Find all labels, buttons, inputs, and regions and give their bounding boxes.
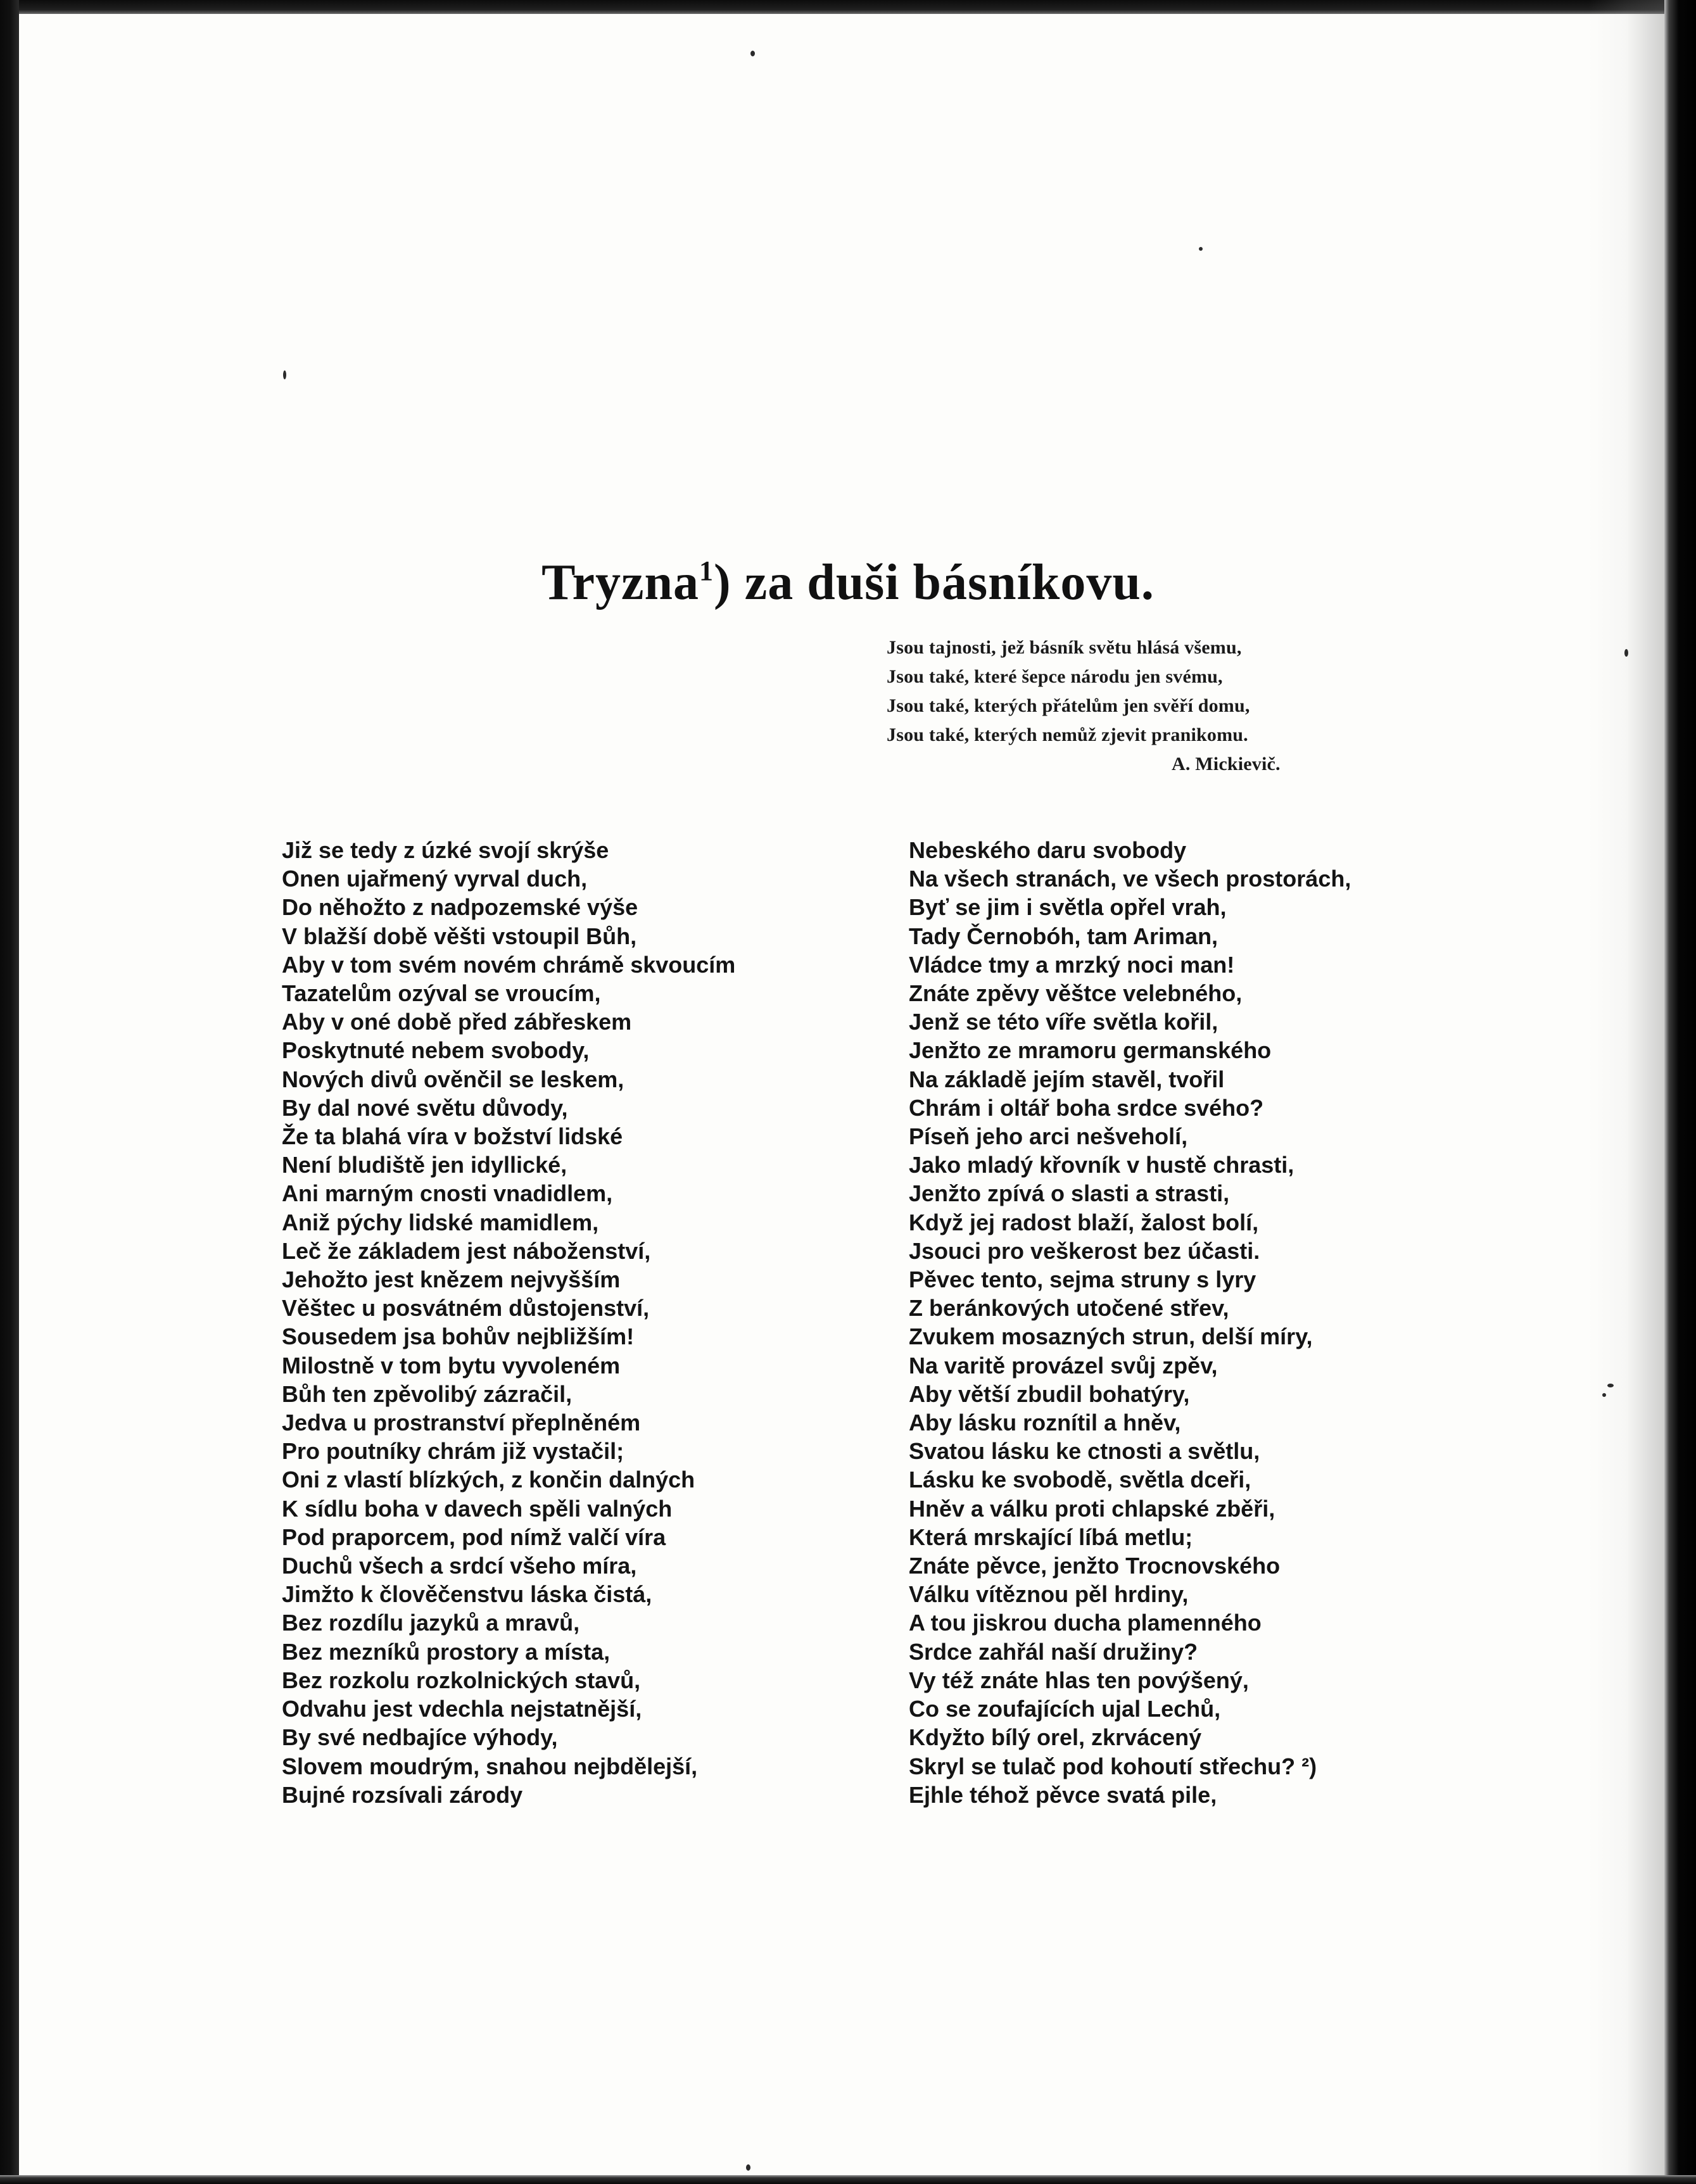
verse-line: Jenžto ze mramoru germanského	[909, 1037, 1272, 1064]
verse-line: Bez rozkolu rozkolnických stavů,	[282, 1667, 641, 1693]
verse-line: Poskytnuté nebem svobody,	[282, 1037, 590, 1064]
verse-line: Pod praporcem, pod nímž valčí víra	[282, 1524, 666, 1550]
epigraph-line: Jsou také, kterých přátelům jen svěří domu,	[887, 695, 1250, 716]
poem-title-rest: ) za duši básníkovu.	[714, 555, 1155, 610]
verse-line: Bez rozdílu jazyků a mravů,	[282, 1610, 580, 1636]
verse-line: Aniž pýchy lidské mamidlem,	[282, 1209, 599, 1235]
verse-line: Milostně v tom bytu vyvoleném	[282, 1352, 621, 1379]
verse-line: Pro poutníky chrám již vystačil;	[282, 1438, 624, 1465]
epigraph-line: Jsou také, které šepce národu jen svému,	[887, 666, 1223, 687]
verse-line: Ejhle téhož pěvce svatá pile,	[909, 1781, 1217, 1808]
verse-line: Jenžto zpívá o slasti a strasti,	[909, 1180, 1230, 1207]
poem-title-footnote-marker: 1	[699, 555, 714, 586]
verse-line: Chrám i oltář boha srdce svého?	[909, 1094, 1264, 1121]
verse-line: Duchů všech a srdcí všeho míra,	[282, 1553, 637, 1579]
verse-line: By své nedbajíce výhody,	[282, 1724, 558, 1751]
epigraph-line: Jsou tajnosti, jež básník světu hlásá všemu,	[887, 637, 1242, 658]
verse-line: K sídlu boha v davech spěli valných	[282, 1495, 673, 1522]
verse-line: By dal nové světu důvody,	[282, 1094, 568, 1121]
verse-line: Co se zoufajících ujal Lechů,	[909, 1696, 1221, 1722]
poem-column-left	[282, 836, 883, 1809]
epigraph-line: Jsou také, kterých nemůž zjevit pranikomu.	[887, 724, 1248, 745]
verse-line: Na všech stranách, ve všech prostorách,	[909, 866, 1351, 892]
verse-line: Do něhožto z nadpozemské výše	[282, 894, 638, 921]
verse-line: Pěvec tento, sejma struny s lyry	[909, 1266, 1256, 1293]
verse-line: Aby v tom svém novém chrámě skvoucím	[282, 951, 736, 978]
verse-line: Znáte zpěvy věštce velebného,	[909, 980, 1243, 1007]
verse-line: Byť se jim i světla opřel vrah,	[909, 894, 1227, 921]
verse-line: Jedva u prostranství přeplněném	[282, 1410, 641, 1436]
verse-line: Jehožto jest knězem nejvyšším	[282, 1266, 621, 1293]
verse-line: Sousedem jsa bohův nejbližším!	[282, 1323, 635, 1350]
poem-column-right	[909, 836, 1542, 1809]
verse-line: Nových divů ověnčil se leskem,	[282, 1066, 624, 1092]
verse-line: Zvukem mosazných strun, delší míry,	[909, 1323, 1313, 1350]
scan-speck	[1199, 247, 1203, 251]
verse-line: Aby v oné době před zábřeskem	[282, 1009, 632, 1035]
verse-line: Odvahu jest vdechla nejstatnější,	[282, 1696, 642, 1722]
verse-line: Ani marným cnosti vnadidlem,	[282, 1180, 613, 1207]
verse-line: Na základě jejím stavěl, tvořil	[909, 1066, 1225, 1092]
scan-speck	[283, 370, 286, 379]
verse-line: Tazatelům ozýval se vroucím,	[282, 980, 601, 1007]
scan-border-bottom	[0, 2175, 1696, 2184]
verse-line: A tou jiskrou ducha plamenného	[909, 1610, 1262, 1636]
scan-border-right	[1664, 0, 1696, 2184]
verse-line: Píseň jeho arci nešveholí,	[909, 1123, 1188, 1150]
verse-line: Z beránkových utočené střev,	[909, 1295, 1229, 1322]
poem-title	[0, 551, 1696, 614]
verse-line: Když jej radost blaží, žalost bolí,	[909, 1209, 1259, 1235]
scan-border-top	[0, 0, 1696, 14]
verse-line: Aby lásku roznítil a hněv,	[909, 1410, 1181, 1436]
verse-line: Lásku ke svobodě, světla dceři,	[909, 1467, 1251, 1493]
verse-line: Oni z vlastí blízkých, z končin dalných	[282, 1467, 695, 1493]
scan-speck	[1602, 1393, 1606, 1397]
scan-speck	[746, 2164, 750, 2171]
epigraph	[887, 633, 1393, 779]
poem-title-main: Tryzna	[541, 555, 700, 610]
verse-line: Hněv a válku proti chlapské zběři,	[909, 1495, 1275, 1522]
verse-line: Vládce tmy a mrzký noci man!	[909, 951, 1235, 978]
verse-line: Na varitě provázel svůj zpěv,	[909, 1352, 1218, 1379]
verse-line: Znáte pěvce, jenžto Trocnovského	[909, 1553, 1281, 1579]
verse-line: Skryl se tulač pod kohoutí střechu? ²)	[909, 1753, 1317, 1779]
verse-line: Bez mezníků prostory a místa,	[282, 1638, 611, 1665]
verse-line: Která mrskající líbá metlu;	[909, 1524, 1193, 1550]
verse-line: Jimžto k člověčenstvu láska čistá,	[282, 1581, 652, 1608]
epigraph-author: A. Mickievič.	[1172, 754, 1281, 774]
verse-line: Leč že základem jest náboženství,	[282, 1237, 651, 1264]
verse-line: Věštec u posvátném důstojenství,	[282, 1295, 650, 1322]
verse-line: Bůh ten zpěvolibý zázračil,	[282, 1380, 573, 1407]
verse-line: Válku vítěznou pěl hrdiny,	[909, 1581, 1189, 1608]
scan-speck	[1624, 649, 1628, 657]
verse-line: Kdyžto bílý orel, zkrvácený	[909, 1724, 1202, 1751]
verse-line: Svatou lásku ke ctnosti a světlu,	[909, 1438, 1260, 1465]
scan-speck	[750, 51, 755, 56]
page-shadow-right	[1588, 0, 1664, 2184]
verse-line: Srdce zahřál naší družiny?	[909, 1638, 1198, 1665]
verse-line: Již se tedy z úzké svojí skrýše	[282, 837, 609, 863]
verse-line: Onen ujařmený vyrval duch,	[282, 866, 588, 892]
verse-line: Slovem moudrým, snahou nejbdělejší,	[282, 1753, 698, 1779]
verse-line: Tady Černobóh, tam Ariman,	[909, 923, 1218, 949]
verse-line: Aby větší zbudil bohatýry,	[909, 1380, 1190, 1407]
verse-line: Nebeského daru svobody	[909, 837, 1187, 863]
verse-line: V blažší době věšti vstoupil Bůh,	[282, 923, 637, 949]
verse-line: Bujné rozsívali zárody	[282, 1781, 523, 1808]
verse-line: Jsouci pro veškerost bez účasti.	[909, 1237, 1260, 1264]
verse-line: Vy též znáte hlas ten povýšený,	[909, 1667, 1249, 1693]
verse-line: Není bludiště jen idyllické,	[282, 1152, 567, 1178]
scan-speck	[1607, 1384, 1614, 1387]
verse-line: Jenž se této víře světla kořil,	[909, 1009, 1218, 1035]
verse-line: Že ta blahá víra v božství lidské	[282, 1123, 623, 1150]
scan-border-left	[0, 0, 19, 2184]
verse-line: Jako mladý křovník v hustě chrasti,	[909, 1152, 1294, 1178]
